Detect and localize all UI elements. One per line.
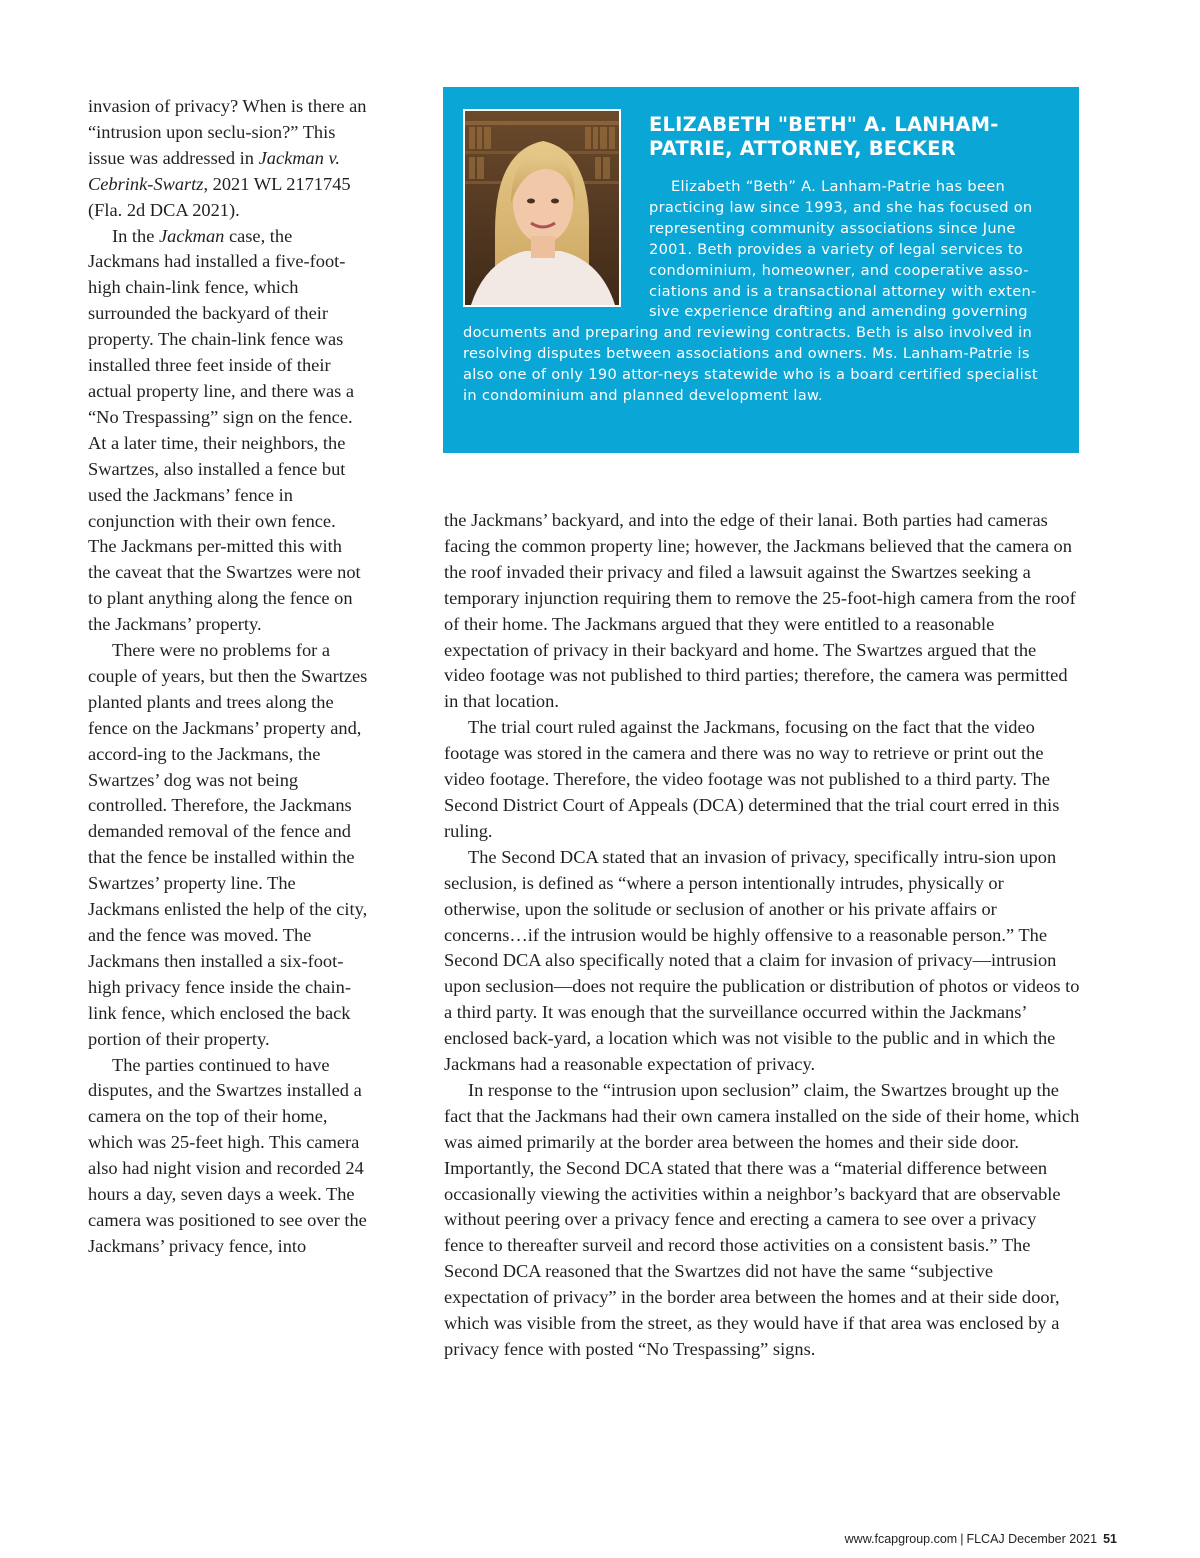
bio-text: Elizabeth “Beth” A. Lanham-Patrie has been practicing law since 1993, and she has focused on representing community associations since June 2001. Beth provides a variety of legal services to condominium, homeowner, and cooperative asso-ciations and is a transactional attorney with exten-sive experience drafting and amending governing documents and preparing and reviewing contracts. Beth is also involved in resolving disputes between associations and owners. Ms. Lanham-Patrie is also one of only 190 attor-neys statewide who is a board certified specialist in condominium and planned development law. [463, 178, 1038, 405]
left-paragraph-1: invasion of privacy? When is there an “intrusion upon seclu-sion?” This issue was addressed in Jackman v. Cebrink-Swartz, 2021 WL 2171745 (Fla. 2d DCA 2021). [88, 96, 367, 220]
main-paragraph-1: the Jackmans’ backyard, and into the edge of their lanai. Both parties had cameras facing the common property line; however, the Jackmans believed that the camera on the roof invaded their privacy and filed a lawsuit against the Swartzes seeking a temporary injunction requiring them to remove the 25-foot-high camera from the roof of their home. The Jackmans argued that they were entitled to a reasonable expectation of privacy in their backyard and home. The Swartzes argued that the video footage was not published to third parties; therefore, the camera was permitted in that location. [444, 510, 1076, 712]
author-bio-box [443, 87, 1079, 453]
footer-issue: December 2021 [1008, 1532, 1098, 1546]
main-paragraph-2: The trial court ruled against the Jackmans, focusing on the fact that the video footage was stored in the camera and there was no way to retrieve or print out the video footage. Therefore, the video footage was not published to a third party. The Second District Court of Appeals (DCA) determined that the trial court erred in this ruling. [444, 717, 1060, 841]
portrait-illustration [465, 111, 619, 305]
page-footer [0, 1532, 1117, 1546]
page-number: 51 [1103, 1532, 1117, 1546]
attorney-portrait-photo [463, 109, 621, 307]
left-paragraph-4: The parties continued to have disputes, and the Swartzes installed a camera on the top of their home, which was 25-feet high. This camera also had night vision and recorded 24 hours a day, seven days a week. The camera was positioned to see over the Jackmans’ privacy fence, into [88, 1054, 367, 1256]
left-paragraph-3: There were no problems for a couple of years, but then the Swartzes planted plants and trees along the fence on the Jackmans’ property and, accord-ing to the Jackmans, the Swartzes’ dog was not being controlled. Therefore, the Jackmans demanded removal of the fence and that the fence be installed within the Swartzes’ property line. The Jackmans enlisted the help of the city, and the fence was moved. The Jackmans then installed a six-foot-high privacy fence inside the chain-link fence, which enclosed the back portion of their property. [88, 640, 368, 1049]
footer-separator: | [960, 1532, 964, 1546]
case-citation: Jackman v. Cebrink-Swartz [88, 147, 340, 194]
bio-title: ELIZABETH "BETH" A. LANHAM-PATRIE, ATTORNEY, BECKER [649, 113, 999, 160]
footer-website: www.fcapgroup.com [844, 1532, 958, 1546]
left-paragraph-2: In the Jackman case, the Jackmans had installed a five-foot-high chain-link fence, which surrounded the backyard of their property. The chain-link fence was installed three feet inside of their actual property line, and there was a “No Trespassing” sign on the fence. At a later time, their neighbors, the Swartzes, also installed a fence but used the Jackmans’ fence in conjunction with their own fence. The Jackmans per-mitted this with the caveat that the Swartzes were not to plant anything along the fence on the Jackmans’ property. [88, 225, 361, 635]
main-column [444, 508, 1080, 1363]
left-column [88, 94, 368, 1260]
case-name: Jackman [158, 225, 225, 246]
main-paragraph-4: In response to the “intrusion upon seclusion” claim, the Swartzes brought up the fact that the Jackmans had their own camera installed on the side of their home, which was aimed primarily at the border area between the homes and their side door. Importantly, the Second DCA stated that there was a “material difference between occasionally viewing the activities within a neighbor’s backyard that are observable without peering over a privacy fence and erecting a camera to see over a privacy fence to thereafter surveil and record those activities on a consistent basis.” The Second DCA reasoned that the Swartzes did not have the same “subjective expectation of privacy” in the border area between the homes and at their side door, which was visible from the street, as they would have if that area was enclosed by a privacy fence with posted “No Trespassing” signs. [444, 1079, 1080, 1359]
main-paragraph-3: The Second DCA stated that an invasion of privacy, specifically intru-sion upon seclusion, is defined as “where a person intentionally intrudes, physically or otherwise, upon the solitude or seclusion of another or his private affairs or concerns…if the intrusion would be highly offensive to a reasonable person.” The Second DCA also specifically noted that a claim for invasion of privacy—intrusion upon seclusion—does not require the publication or distribution of photos or videos to a third party. It was enough that the surveillance occurred within the Jackmans’ enclosed back-yard, a location which was not visible to the public and in which the Jackmans had a reasonable expectation of privacy. [444, 846, 1080, 1075]
footer-publication: FLCAJ [966, 1532, 1005, 1546]
